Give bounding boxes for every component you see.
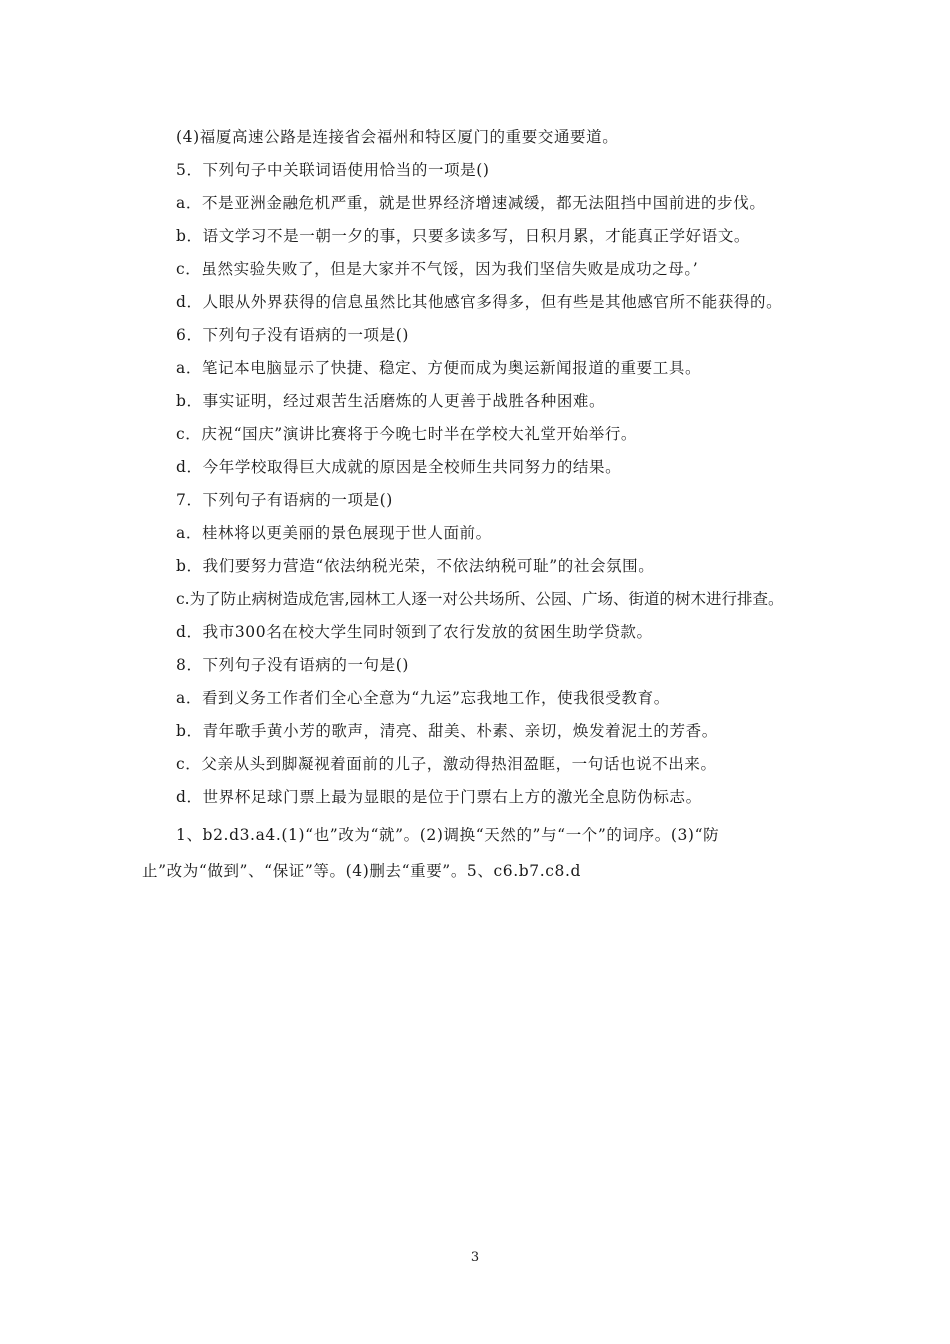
page-number: 3 [470,1250,480,1265]
option-d: d．世界杯足球门票上最为显眼的是位于门票右上方的激光全息防伪标志。 [176,788,702,806]
option-b: b．我们要努力营造“依法纳税光荣，不依法纳税可耻”的社会氛围。 [176,557,655,575]
text-line: (4)福厦高速公路是连接省会福州和特区厦门的重要交通要道。 [176,128,619,146]
question-7: 7．下列句子有语病的一项是() [176,491,393,509]
answer-key-line-2: 止”改为“做到”、“保证”等。(4)删去“重要”。5、c6.b7.c8.d [142,862,582,880]
question-6: 6．下列句子没有语病的一项是() [176,326,410,344]
option-b: b．青年歌手黄小芳的歌声，清亮、甜美、朴素、亲切，焕发着泥土的芳香。 [176,722,718,740]
option-a: a．笔记本电脑显示了快捷、稳定、方便而成为奥运新闻报道的重要工具。 [176,359,702,377]
option-a: a．桂林将以更美丽的景色展现于世人面前。 [176,524,492,542]
option-c: c．庆祝“国庆”演讲比赛将于今晚七时半在学校大礼堂开始举行。 [176,425,638,443]
option-c: c．虽然实验失败了，但是大家并不气馁，因为我们坚信失败是成功之母。’ [176,260,699,278]
option-a: a．不是亚洲金融危机严重，就是世界经济增速减缓，都无法阻挡中国前进的步伐。 [176,194,766,212]
question-5: 5．下列句子中关联词语使用恰当的一项是() [176,161,490,179]
option-d: d．我市300名在校大学生同时领到了农行发放的贫困生助学贷款。 [176,623,653,641]
answer-key-line-1: 1、b2.d3.a4.(1)“也”改为“就”。(2)调换“天然的”与“一个”的词序。(3)“防 [176,826,720,844]
question-8: 8．下列句子没有语病的一句是() [176,656,410,674]
option-b: b．事实证明，经过艰苦生活磨炼的人更善于战胜各种困难。 [176,392,606,410]
option-b: b．语文学习不是一朝一夕的事，只要多读多写，日积月累，才能真正学好语文。 [176,227,751,245]
option-a: a．看到义务工作者们全心全意为“九运”忘我地工作，使我很受教育。 [176,689,670,707]
option-c: c．父亲从头到脚凝视着面前的儿子，激动得热泪盈眶，一句话也说不出来。 [176,755,717,773]
option-d: d．今年学校取得巨大成就的原因是全校师生共同努力的结果。 [176,458,622,476]
option-d: d．人眼从外界获得的信息虽然比其他感官多得多，但有些是其他感官所不能获得的。 [176,293,783,311]
option-c: c.为了防止病树造成危害,园林工人逐一对公共场所、公园、广场、街道的树木进行排查。 [176,590,784,608]
